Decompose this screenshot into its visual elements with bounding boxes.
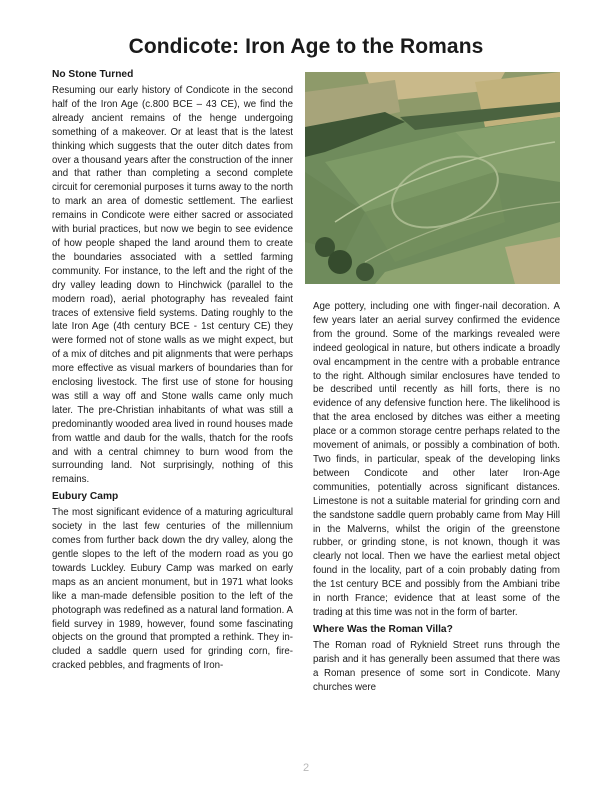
body-paragraph: Age pottery, including one with finger-nail decoration. A few years later an aerial survey confirmed the evidence from the ground. Some of the markings revealed were indeed geological in nature, but others indicate a broadly oval encampment in the centre with a probable entrance to the right. Although similar enclosures have tended to be described until recently as hill forts, there is no evidence of any defensive function here. The likelihood is that the area enclosed by ditches was either a meeting place or a common storage centre perhaps related to the movement of animals, or possibly a combination of both. Two finds, in particular, speak of the developing links between Condicote and other later Iron-Age communities, potentially across significant distances. Limestone is not a suitable material for grinding corn and the sandstone saddle quern probably came from May Hill in the Malverns, whilst the origin of the greenstone rubber, or grinding stone, is not known, though it was clearly not local. Then we have the earliest metal object found in the locality, part of a coin probably dating from the 1st century BCE and possibly from the Ambiani tribe in north France; evidence that at least some of the trading at this time was not in the form of barter. — [313, 301, 560, 618]
page-title: Condicote: Iron Age to the Romans — [128, 35, 484, 58]
aerial-photograph — [305, 72, 560, 284]
body-paragraph: Resuming our early history of Condicote in the second half of the Iron Age (c.800 BCE – 43 CE), we find the already ancient remains of the henge undergoing something of a makeover. Or at least that is the latest thinking which suggests that the outer ditch dates from over a thousand years after the construction of the inner and that rather than completing a second complete circuit for ceremonial purposes it turns away to the north to mark an area of domestic settlement. The earliest remains in Condicote were either sacred or associated with burial practices, but now we begin to see evidence of how people shaped the land around them to create the boundaries associated with a settled farming community. For instance, to the left and the right of the dry valley leading down to Hinchwick (parallel to the modern road), aerial photography has revealed faint traces of extensive field systems. Dating roughly to the late Iron Age (4th century BCE - 1st century CE) they were formed not of stone walls as we might expect, but of a mix of ditches and pit alignments that were perhaps more effective as visual markers of boundaries than for enclosing livestock. The first use of stone for housing was still a way off and Stone walls came only much later. The pre-Christian inhabitants of what was still a predominantly wooded area lived in round houses made from wattle and daub for the walls, thatch for the roofs and with a central chimney to burn wood from the surrounding land. Not surprisingly, nothing of this remains. — [52, 85, 293, 486]
left-column — [52, 68, 293, 676]
body-paragraph: The Roman road of Ryknield Street runs through the parish and it has generally been assumed that there was a Roman presence of some sort in Condicote. Many churches were — [313, 639, 560, 693]
right-column — [313, 300, 560, 697]
body-paragraph: The most significant evidence of a maturing agricultural society in the last few centuries of the millennium comes from further back down the dry valley, along the gentle slopes to the left of the modern road as you go towards Luckley. Eubury Camp was marked on early maps as an ancient monument, but in 1971 what looks like a man-made defensible position to the left of the photograph was redefined as a natural land formation. A field survey in 1989, however, found some fascinating objects on the ground that prompted a rethink. They included a saddle quern used for grinding corn, fire-cracked pebbles, and fragments of Iron- — [52, 507, 293, 672]
section-heading-no-stone-turned: No Stone Turned — [52, 69, 134, 80]
section-heading-roman-villa: Where Was the Roman Villa? — [313, 623, 453, 635]
section-heading-eubury-camp: Eubury Camp — [52, 491, 119, 503]
page-number: 2 — [302, 762, 310, 774]
